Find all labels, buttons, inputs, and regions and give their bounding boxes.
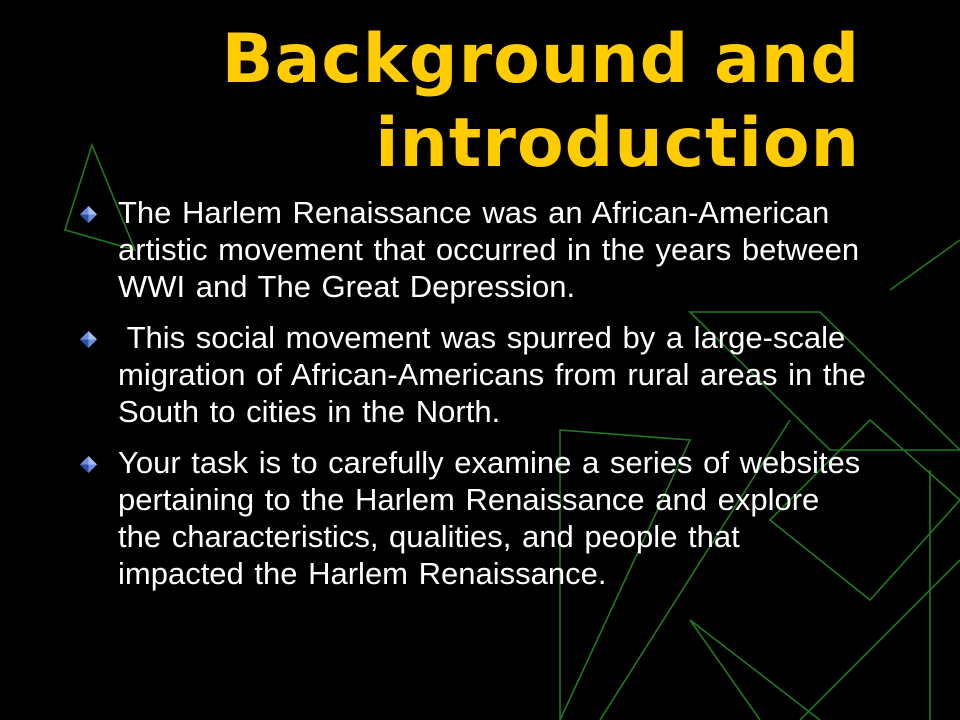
bullet-text-2: This social movement was spurred by a large-scale migration of African-Americans from rural areas in the South to cities in the North. bbox=[118, 320, 877, 429]
slide-title-line-2: introduction bbox=[375, 104, 860, 183]
slide-title-line-1: Background and bbox=[221, 20, 860, 99]
bullet-text-1: The Harlem Renaissance was an African-American artistic movement that occurred in the years between WWI and The Great Depression. bbox=[118, 195, 860, 304]
diamond-bullet-icon bbox=[80, 331, 97, 348]
diamond-bullet-icon bbox=[80, 206, 97, 223]
bullet-list bbox=[80, 194, 877, 606]
bullet-item-3 bbox=[80, 444, 870, 592]
decor-line-diag-2 bbox=[690, 620, 760, 720]
decor-line-right-top bbox=[890, 240, 960, 290]
bullet-text-3: Your task is to carefully examine a series of websites pertaining to the Harlem Renaissance and explore the characteristics, qualities, and people that impacted the Harlem Renaissance. bbox=[118, 445, 861, 591]
bullet-item-2 bbox=[80, 319, 877, 430]
bullet-item-1 bbox=[80, 194, 870, 305]
decor-line-diag-4 bbox=[690, 620, 820, 720]
slide-title bbox=[100, 18, 860, 186]
diamond-bullet-icon bbox=[80, 456, 97, 473]
